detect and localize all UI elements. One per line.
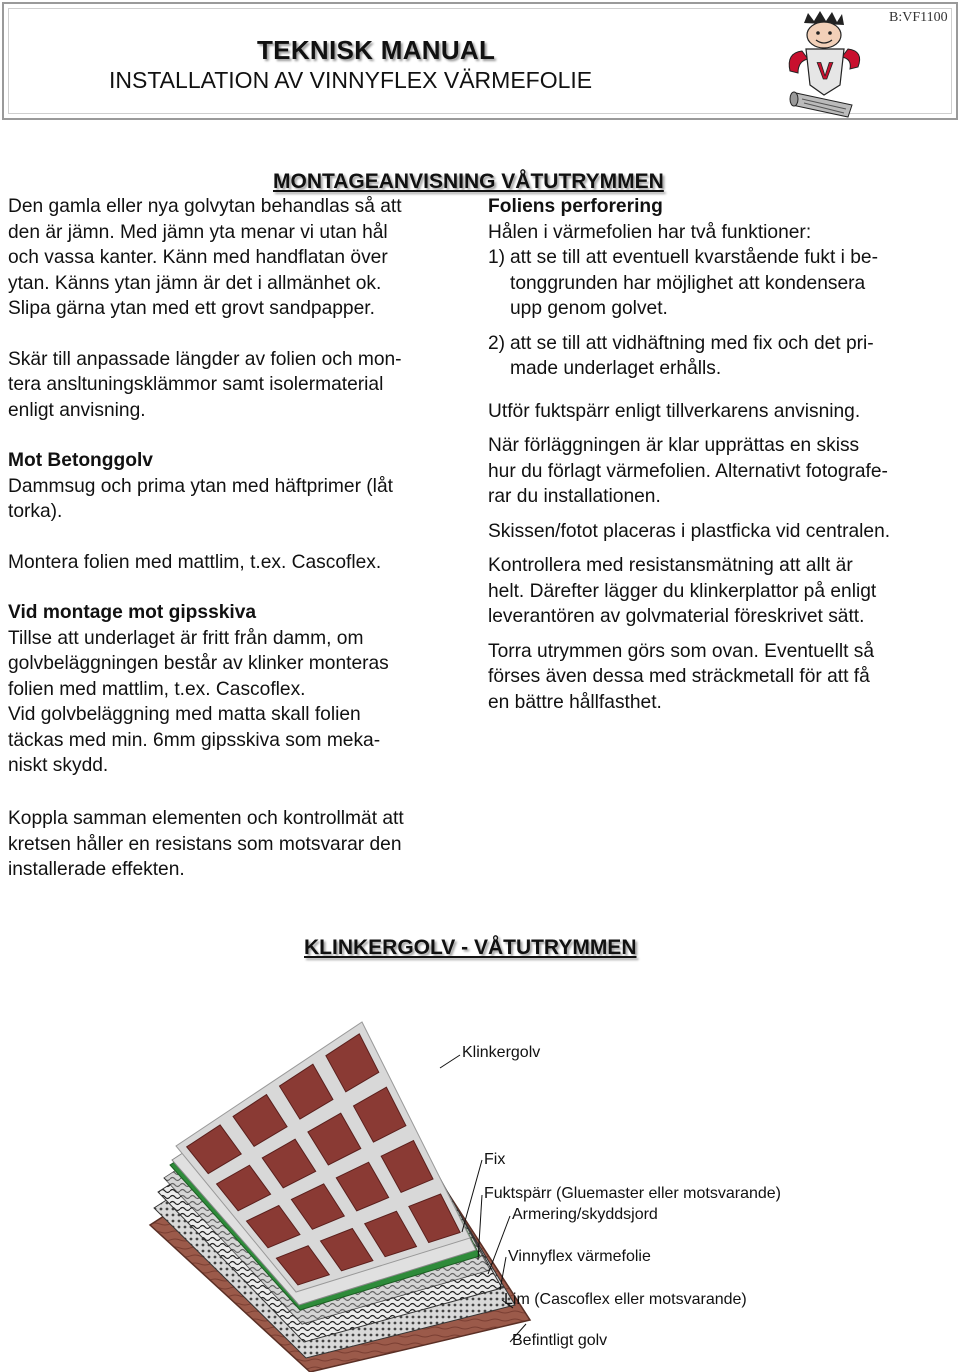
section-title-montage: MONTAGEANVISNING VÅTUTRYMMEN (273, 170, 664, 193)
list-text (510, 331, 953, 382)
gypsum-line: Tillse att underlaget är fritt från damm, om (8, 627, 364, 649)
perforation-item-2 (488, 331, 953, 382)
connect-line: installerade effekten. (8, 859, 185, 880)
mount-text: Montera folien med mattlim, t.ex. Cascoflex. (8, 551, 382, 573)
mascot-logo-icon (782, 9, 866, 119)
list-text (510, 245, 953, 322)
gypsum-line: Vid golvbeläggning med matta skall folien (8, 704, 361, 725)
manual-subtitle: INSTALLATION AV VINNYFLEX VÄRMEFOLIE (109, 67, 593, 93)
concrete-line: torka). (8, 501, 63, 522)
left-column (8, 194, 470, 779)
item2-line: att se till att vidhäftning med fix och det pri- (510, 332, 874, 354)
cut-line: tera ansltuningsklämmor samt isolermaterial (8, 374, 384, 395)
item1-line: att se till att eventuell kvarstående fukt i be- (510, 247, 878, 268)
control-line: leverantören av golvmaterial föreskrivet sätt. (488, 606, 865, 627)
gypsum-line: folien med mattlim, t.ex. Cascoflex. (8, 678, 306, 700)
cut-line: Skär till anpassade längder av folien och mon- (8, 348, 402, 370)
svg-text:V: V (816, 58, 834, 85)
dry-line: en bättre hållfasthet. (488, 691, 662, 713)
item1-line: upp genom golvet. (510, 298, 668, 319)
gypsum-line: niskt skydd. (8, 755, 109, 776)
connect-paragraph (8, 806, 478, 883)
perforation-intro: Hålen i värmefolien har två funktioner: (488, 221, 812, 243)
concrete-heading: Mot Betonggolv (8, 450, 153, 471)
label-heating-foil: Vinnyflex värmefolie (508, 1248, 651, 1265)
intro-line: den är jämn. Med jämn yta menar vi utan hål (8, 221, 388, 243)
moisture-text: Utför fuktspärr enligt tillverkarens anvisning. (488, 400, 861, 422)
control-line: Kontrollera med resistansmätning att allt är (488, 555, 853, 576)
gypsum-heading: Vid montage mot gipsskiva (8, 602, 257, 623)
right-column (488, 194, 953, 715)
control-line: helt. Därefter lägger du klinkerplattor på enligt (488, 580, 877, 602)
label-moisture-barrier: Fuktspärr (Gluemaster eller motsvarande) (484, 1185, 781, 1202)
perforation-heading: Foliens perforering (488, 196, 663, 217)
sketch-line: hur du förlagt värmefolien. Alternativt fotografe- (488, 460, 888, 482)
gypsum-line: täckas med min. 6mm gipsskiva som meka- (8, 729, 381, 751)
intro-line: ytan. Känns ytan jämn är det i allmänhet ok. (8, 272, 382, 294)
label-fix: Fix (484, 1151, 506, 1168)
label-glue: Lim (Cascoflex eller motsvarande) (504, 1291, 747, 1308)
sketch-line: rar du installationen. (488, 486, 661, 507)
item2-line: made underlaget erhålls. (510, 358, 722, 379)
sketch-line: När förläggningen är klar upprättas en skiss (488, 435, 860, 456)
intro-line: Slipa gärna ytan med ett grovt sandpapper. (8, 298, 375, 319)
item1-line: tonggrunden har möjlighet att kondensera (510, 272, 866, 294)
floor-layer-diagram (110, 1020, 960, 1372)
connect-line: Koppla samman elementen och kontrollmät att (8, 808, 404, 829)
connect-line: kretsen håller en resistans som motsvarar den (8, 833, 402, 855)
label-existing-floor: Befintligt golv (512, 1332, 608, 1349)
document-header (2, 2, 958, 120)
intro-line: och vassa kanter. Känn med handflatan över (8, 247, 388, 268)
list-number: 1) (488, 247, 506, 268)
concrete-line: Dammsug och prima ytan med häftprimer (låt (8, 475, 393, 497)
list-number: 2) (488, 332, 506, 354)
dry-line: förses även dessa med sträckmetall för att få (488, 666, 870, 687)
document-code: B:VF1100 (889, 10, 948, 25)
gypsum-line: golvbeläggningen består av klinker monteras (8, 653, 389, 674)
label-klinkergolv: Klinkergolv (462, 1044, 541, 1061)
cut-line: enligt anvisning. (8, 399, 146, 421)
section-title-klinker: KLINKERGOLV - VÅTUTRYMMEN (304, 936, 637, 959)
pocket-text: Skissen/fotot placeras i plastficka vid centralen. (488, 520, 891, 542)
intro-line: Den gamla eller nya golvytan behandlas så att (8, 196, 402, 217)
manual-title: TEKNISK MANUAL (257, 35, 496, 65)
dry-line: Torra utrymmen görs som ovan. Eventuellt så (488, 640, 875, 662)
label-reinforcement: Armering/skyddsjord (512, 1206, 658, 1223)
perforation-item-1 (488, 245, 953, 322)
